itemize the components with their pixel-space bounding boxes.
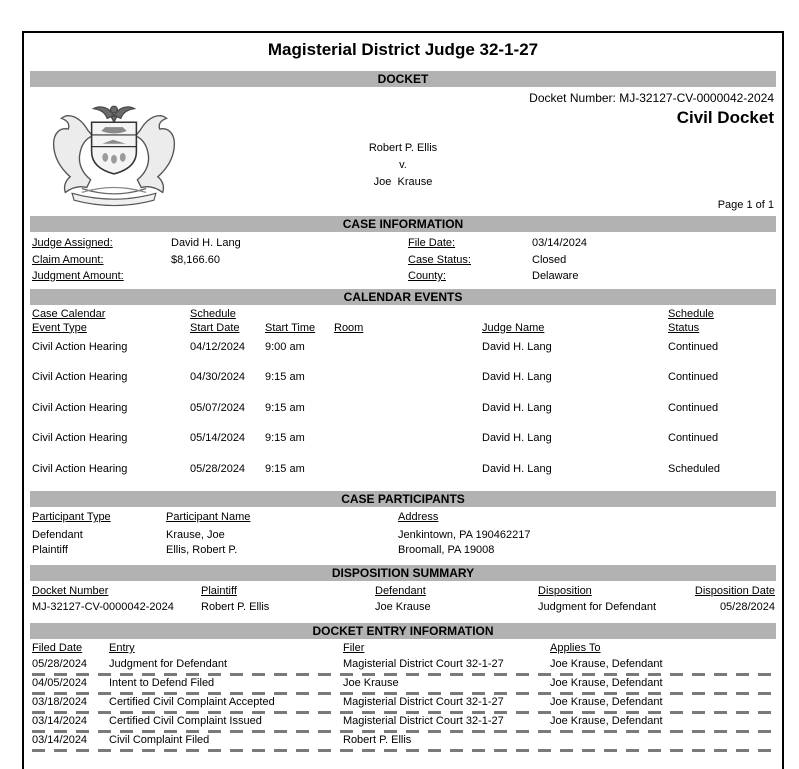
field-value: $8,166.60 — [171, 253, 220, 266]
column-header: Docket Number — [32, 585, 109, 597]
docket-entries-rows — [30, 657, 776, 752]
column-header: Entry — [109, 642, 135, 654]
column-header: Plaintiff — [201, 585, 237, 597]
ribbon-shape — [72, 193, 156, 205]
calendar-event-row: Civil Action Hearing 05/07/2024 9:15 am David H. Lang Continued — [32, 401, 719, 414]
column-header: Applies To — [550, 642, 601, 654]
field-label: County: — [408, 270, 446, 282]
column-header: Schedule Start Date — [190, 307, 240, 334]
section-header-docket: DOCKET — [30, 71, 776, 87]
participant-row: Defendant Krause, Joe Jenkintown, PA 190462217 — [32, 529, 531, 541]
field-value: Closed — [532, 253, 567, 266]
case-information-grid — [30, 232, 776, 285]
section-header-case-participants: CASE PARTICIPANTS — [30, 491, 776, 507]
docket-document-page — [22, 31, 784, 769]
docket-entry-row: 05/28/2024 Judgment for Defendant Magisterial District Court 32-1-27 Joe Krause, Defendant — [32, 658, 663, 670]
docket-entry-row: 03/18/2024 Certified Civil Complaint Accepted Magisterial District Court 32-1-27 Joe Krause, Defendant — [32, 696, 663, 708]
caption-defendant: Joe Krause — [373, 176, 433, 188]
field-label: Claim Amount: — [32, 253, 104, 266]
column-header: Filer — [343, 642, 365, 654]
column-header: Defendant — [375, 585, 426, 597]
docket-entry-row: 03/14/2024 Civil Complaint Filed Robert P. Ellis — [32, 734, 412, 746]
section-header-calendar-events: CALENDAR EVENTS — [30, 289, 776, 305]
participants-rows — [30, 528, 776, 557]
calendar-events-header-row — [30, 305, 776, 335]
column-header: Disposition — [538, 585, 592, 597]
section-header-case-information: CASE INFORMATION — [30, 216, 776, 232]
field-value: Delaware — [532, 270, 579, 282]
disposition-row: MJ-32127-CV-0000042-2024 Robert P. Ellis Joe Krause Judgment for Defendant 05/28/2024 — [32, 601, 775, 613]
case-caption — [24, 140, 782, 191]
column-header: Participant Name — [166, 511, 251, 523]
docket-entry-row: 04/05/2024 Intent to Defend Filed Joe Krause Joe Krause, Defendant — [32, 677, 663, 689]
field-value: David H. Lang — [171, 237, 241, 249]
column-header: Room — [334, 321, 364, 334]
disposition-header-row — [30, 581, 776, 598]
section-header-disposition-summary: DISPOSITION SUMMARY — [30, 565, 776, 581]
calendar-event-row: Civil Action Hearing 05/14/2024 9:15 am David H. Lang Continued — [32, 432, 719, 444]
docket-header-block — [24, 87, 782, 216]
participants-header-row — [30, 507, 776, 524]
calendar-events-rows — [30, 339, 776, 492]
calendar-event-row: Civil Action Hearing 05/28/2024 9:15 am David H. Lang Scheduled — [32, 462, 720, 475]
docket-entry-row: 03/14/2024 Certified Civil Complaint Issued Magisterial District Court 32-1-27 Joe Krause, Defendant — [32, 715, 663, 727]
calendar-event-row: Civil Action Hearing 04/30/2024 9:15 am David H. Lang Continued — [32, 371, 719, 383]
field-value: 03/14/2024 — [532, 237, 588, 249]
column-header: Filed Date — [32, 642, 83, 654]
docket-type-title: Civil Docket — [676, 108, 774, 127]
caption-versus: v. — [399, 159, 407, 171]
column-header: Judge Name — [482, 321, 545, 334]
field-value — [171, 268, 408, 285]
caption-plaintiff: Robert P. Ellis — [368, 142, 438, 154]
docket-number-value: MJ-32127-CV-0000042-2024 — [619, 91, 774, 105]
field-label: File Date: — [408, 237, 456, 249]
docket-entries-header-row — [30, 639, 776, 655]
field-label: Judge Assigned: — [32, 237, 113, 249]
page-number: Page 1 of 1 — [717, 199, 774, 211]
row-divider — [32, 749, 775, 752]
calendar-event-row: Civil Action Hearing 04/12/2024 9:00 am David H. Lang Continued — [32, 340, 719, 353]
docket-number-line — [529, 91, 774, 105]
column-header: Schedule Status — [668, 307, 714, 334]
column-header: Address — [398, 511, 439, 523]
column-header: Participant Type — [32, 511, 111, 523]
participant-row: Plaintiff Ellis, Robert P. Broomall, PA 19008 — [32, 543, 495, 556]
field-label: Judgment Amount: — [32, 270, 124, 282]
column-header: Case Calendar Event Type — [32, 307, 106, 334]
column-header: Start Time — [265, 321, 316, 334]
docket-number-label: Docket Number: — [529, 91, 616, 105]
field-label: Case Status: — [408, 253, 471, 266]
column-header: Disposition Date — [694, 585, 775, 597]
page-title: Magisterial District Judge 32-1-27 — [267, 40, 539, 59]
section-header-docket-entries: DOCKET ENTRY INFORMATION — [30, 623, 776, 639]
